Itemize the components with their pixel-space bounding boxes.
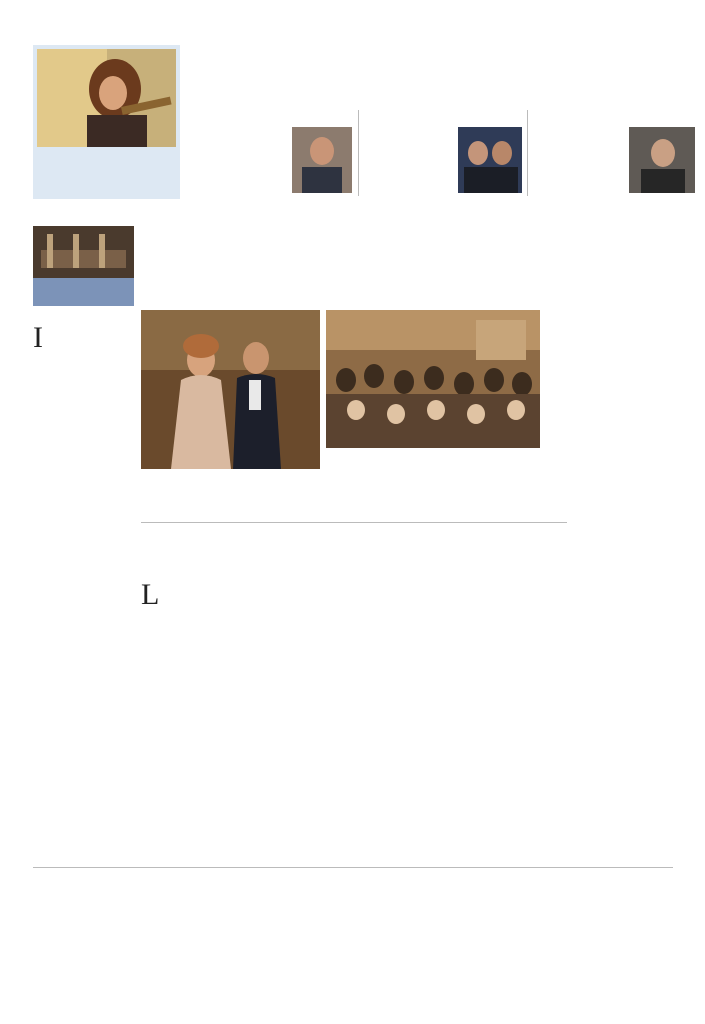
pieve-audience-photo: [326, 310, 540, 448]
article1-col5: [423, 474, 512, 516]
dropcap: I: [33, 324, 43, 354]
promo-strip: [193, 106, 697, 199]
vandesfroos-photo: [629, 127, 695, 193]
promo-jovanotti: [362, 106, 524, 199]
article1-col3: [235, 474, 324, 516]
promo-jovanotti-text: [362, 127, 455, 198]
article1-col2: [141, 474, 230, 516]
teresa-de-sio-photo: [37, 49, 176, 147]
article1-photo-caption: [326, 451, 540, 471]
festival-kicker-label: [33, 278, 134, 306]
ventotene-photo: [292, 127, 352, 193]
festival-kicker-photo: [33, 226, 134, 278]
dropcap: L: [141, 581, 160, 611]
promo-vandesfroos: [531, 106, 697, 199]
promo-divider: [358, 110, 359, 196]
promo-teresa-de-sio: [33, 45, 180, 199]
article2-block: [33, 675, 673, 1020]
promo-ventotene-text: [193, 127, 288, 198]
promo-teresa-text: [39, 166, 174, 198]
promo-ventotene: [193, 106, 355, 199]
promo-divider: [527, 110, 528, 196]
promo-vandesfroos-text: [531, 127, 625, 198]
festival-kicker: [33, 226, 134, 306]
jovanotti-photo: [458, 127, 522, 193]
section-masthead: [200, 46, 700, 90]
sandrelli-with-mayor-photo: [141, 310, 320, 469]
article1-col4: [329, 474, 418, 516]
